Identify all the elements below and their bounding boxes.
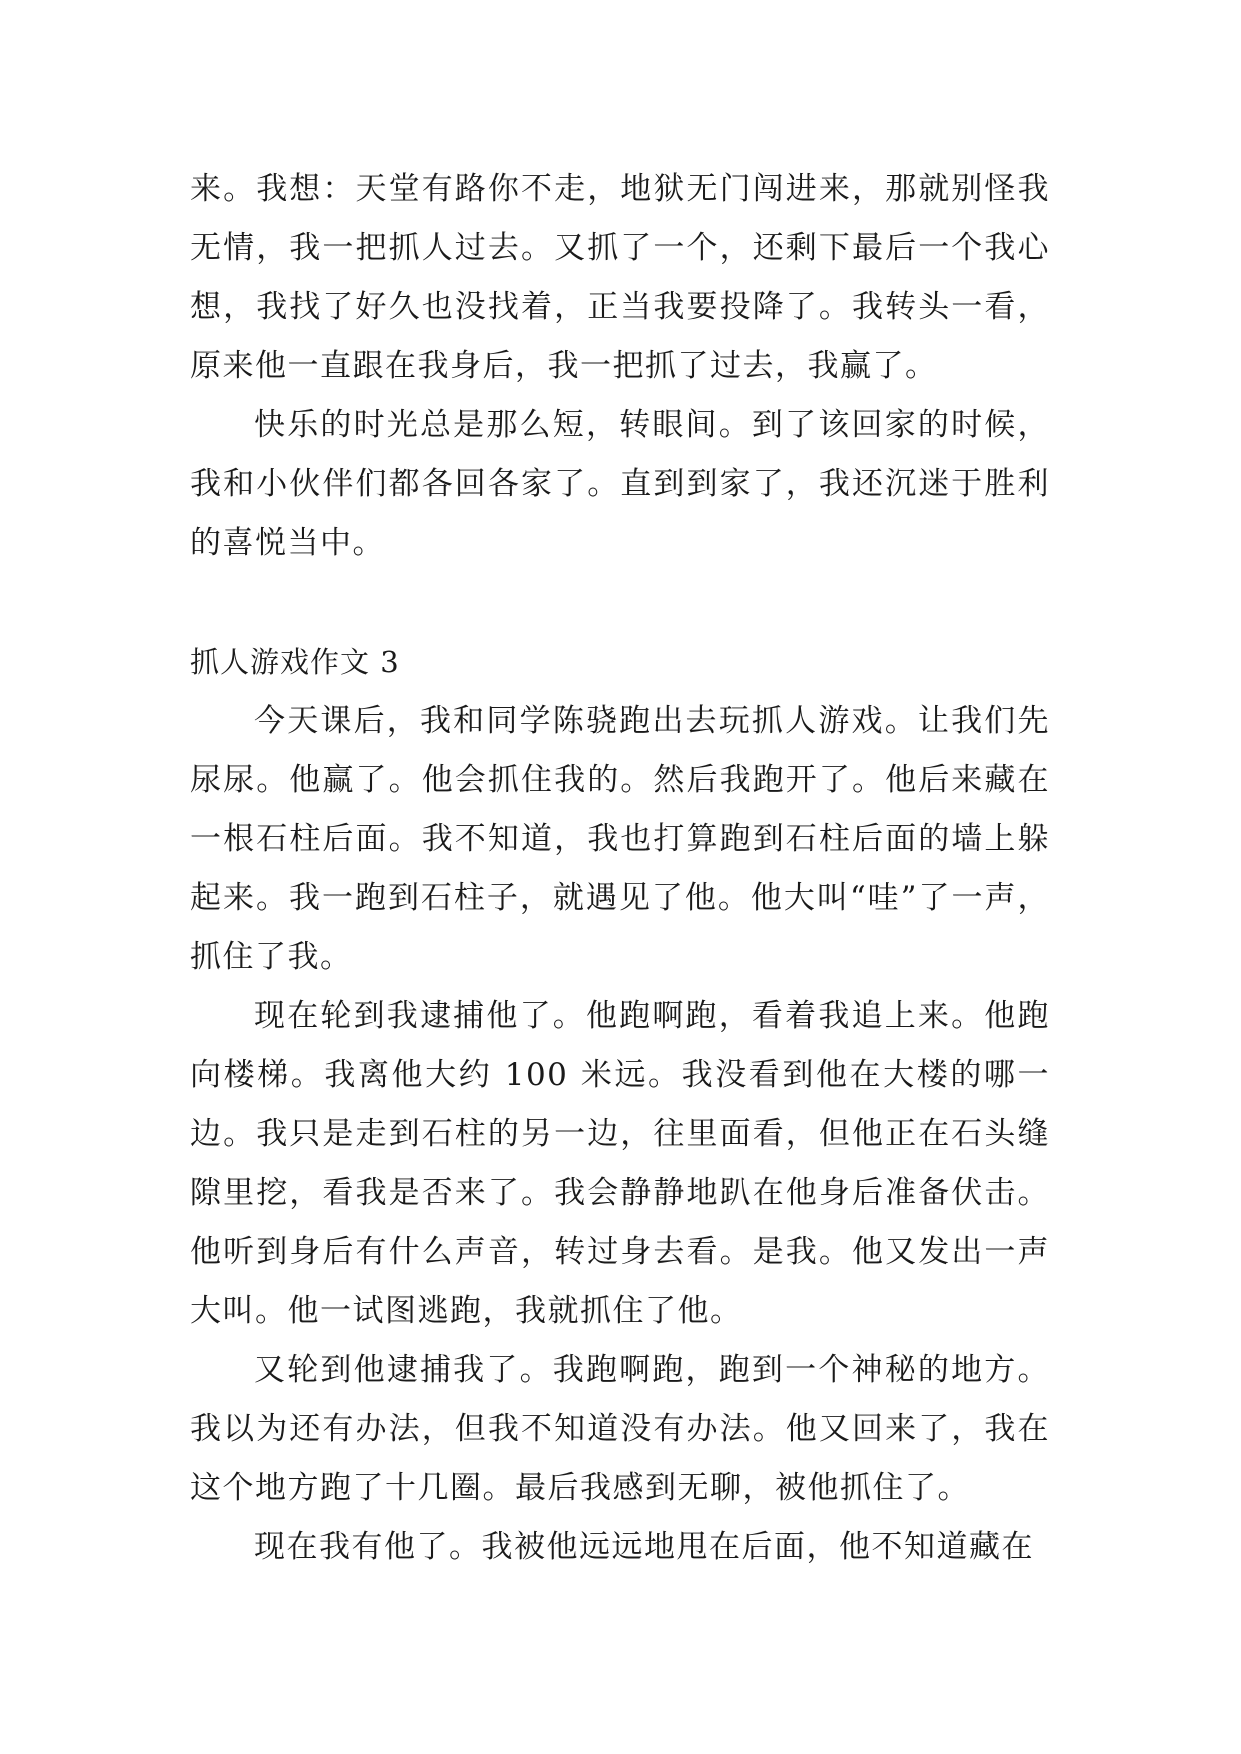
paragraph: 今天课后，我和同学陈骁跑出去玩抓人游戏。让我们先尿尿。他赢了。他会抓住我的。然后我跑开了。他后来藏在一根石柱后面。我不知道，我也打算跑到石柱后面的墙上躲起来。我一跑到石柱子，就遇见了他。他大叫“哇”了一声，抓住了我。 bbox=[190, 703, 1050, 975]
paragraph: 又轮到他逮捕我了。我跑啊跑，跑到一个神秘的地方。我以为还有办法，但我不知道没有办法。他又回来了，我在这个地方跑了十几圈。最后我感到无聊，被他抓住了。 bbox=[190, 1352, 1050, 1506]
paragraph: 快乐的时光总是那么短，转眼间。到了该回家的时候，我和小伙伴们都各回各家了。直到到家了，我还沉迷于胜利的喜悦当中。 bbox=[190, 407, 1050, 561]
paragraph-continuation: 来。我想：天堂有路你不走，地狱无门闯进来，那就别怪我无情，我一把抓人过去。又抓了一个，还剩下最后一个我心想，我找了好久也没找着，正当我要投降了。我转头一看，原来他一直跟在我身后，我一把抓了过去，我赢了。 bbox=[190, 171, 1050, 384]
document-body bbox=[190, 160, 1050, 1577]
paragraph: 现在我有他了。我被他远远地甩在后面，他不知道藏在 bbox=[254, 1529, 1034, 1565]
paragraph: 现在轮到我逮捕他了。他跑啊跑，看着我追上来。他跑向楼梯。我离他大约 100 米远。我没看到他在大楼的哪一边。我只是走到石柱的另一边，往里面看，但他正在石头缝隙里挖，看我是否来了。我会静静地趴在他身后准备伏击。他听到身后有什么声音，转过身去看。是我。他又发出一声大叫。他一试图逃跑，我就抓住了他。 bbox=[190, 998, 1050, 1329]
section-title: 抓人游戏作文 3 bbox=[190, 645, 400, 679]
